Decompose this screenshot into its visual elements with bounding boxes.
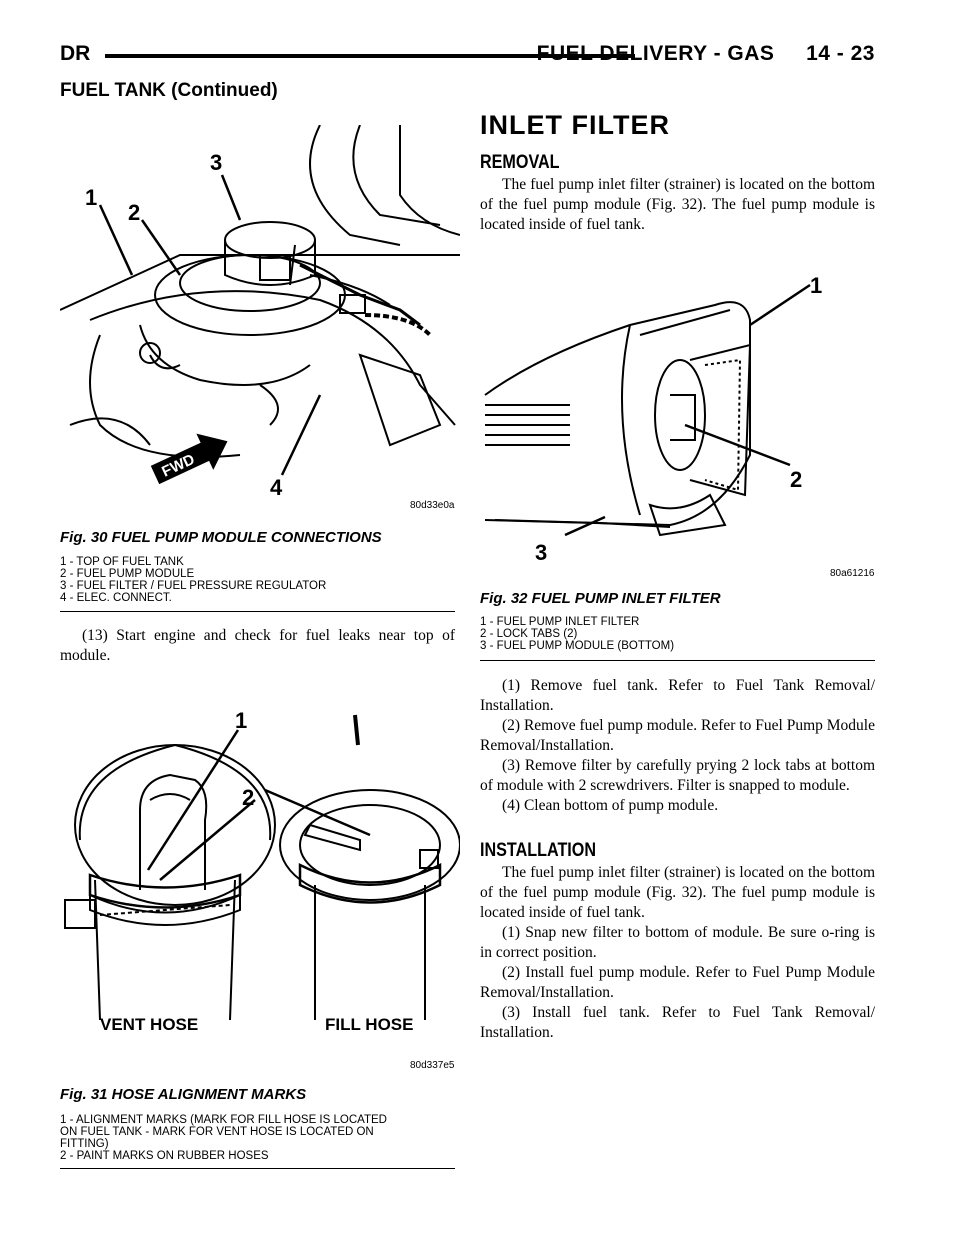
fig31-legend-item: 1 - ALIGNMENT MARKS (MARK FOR FILL HOSE IS LOCATED bbox=[60, 1114, 387, 1126]
fuel-pump-module-drawing bbox=[60, 125, 460, 510]
fig31-legend-item: ON FUEL TANK - MARK FOR VENT HOSE IS LOCATED ON bbox=[60, 1126, 374, 1138]
install-step-2: (2) Install fuel pump module. Refer to Fuel Pump Module Removal/Installation. bbox=[480, 964, 875, 1001]
fig30-legend-item: 4 - ELEC. CONNECT. bbox=[60, 592, 172, 604]
fig30-callout-3: 3 bbox=[210, 150, 223, 175]
fig31-title: Fig. 31 HOSE ALIGNMENT MARKS bbox=[60, 1086, 307, 1103]
header-section-page: FUEL DELIVERY - GAS 14 - 23 bbox=[536, 42, 875, 65]
fig30-callout-4: 4 bbox=[270, 475, 283, 500]
fig30-legend bbox=[60, 556, 326, 604]
figure-32-illustration bbox=[480, 265, 875, 585]
fig31-legend bbox=[60, 1114, 387, 1162]
fig30-title: Fig. 30 FUEL PUMP MODULE CONNECTIONS bbox=[60, 529, 382, 546]
fig31-caption-rule bbox=[60, 1168, 455, 1169]
fig30-caption-rule bbox=[60, 611, 455, 612]
fig32-legend-item: 2 - LOCK TABS (2) bbox=[480, 628, 578, 640]
fill-hose-label: FILL HOSE bbox=[325, 1015, 414, 1034]
hose-alignment-drawing bbox=[60, 700, 460, 1045]
fig32-legend-item: 3 - FUEL PUMP MODULE (BOTTOM) bbox=[480, 640, 675, 652]
fig32-title: Fig. 32 FUEL PUMP INLET FILTER bbox=[480, 590, 721, 607]
fig31-legend-item: FITTING) bbox=[60, 1138, 109, 1150]
installation-heading: INSTALLATION bbox=[480, 840, 597, 861]
fig31-callout-1: 1 bbox=[235, 708, 248, 733]
removal-step-3: (3) Remove filter by carefully prying 2 lock tabs at bottom of module with 2 screwdrivers. Filter is snapped to module. bbox=[480, 757, 875, 794]
fig32-legend-item: 1 - FUEL PUMP INLET FILTER bbox=[480, 616, 640, 628]
vent-hose-label: VENT HOSE bbox=[100, 1015, 199, 1034]
installation-block bbox=[480, 863, 875, 1043]
inlet-filter-heading: INLET FILTER bbox=[480, 110, 670, 140]
fig31-callout-2: 2 bbox=[242, 785, 255, 810]
fwd-arrow-icon bbox=[147, 423, 236, 493]
page-header bbox=[60, 42, 875, 70]
fig31-legend-item: 2 - PAINT MARKS ON RUBBER HOSES bbox=[60, 1150, 269, 1162]
fig32-caption-rule bbox=[480, 660, 875, 661]
fig30-callout-1: 1 bbox=[85, 185, 98, 210]
fig30-legend-item: 1 - TOP OF FUEL TANK bbox=[60, 556, 184, 568]
fig32-callout-1: 1 bbox=[810, 273, 823, 298]
removal-intro: The fuel pump inlet filter (strainer) is located on the bottom of the fuel pump module (Fig. 32). The fuel pump module is located inside of fuel tank. bbox=[480, 176, 875, 233]
figure-30-illustration bbox=[60, 125, 460, 510]
removal-heading: REMOVAL bbox=[480, 152, 560, 173]
fig30-legend-item: 3 - FUEL FILTER / FUEL PRESSURE REGULATOR bbox=[60, 580, 327, 592]
header-manual-code: DR bbox=[60, 42, 91, 65]
removal-intro-block bbox=[480, 175, 875, 235]
removal-steps-block bbox=[480, 676, 875, 816]
fig32-image-id: 80a61216 bbox=[830, 568, 875, 579]
figure-31-illustration bbox=[60, 700, 460, 1045]
removal-step-4: (4) Clean bottom of pump module. bbox=[502, 797, 719, 814]
fig30-legend-item: 2 - FUEL PUMP MODULE bbox=[60, 568, 195, 580]
fig32-legend bbox=[480, 616, 674, 652]
fwd-label: FWD bbox=[159, 450, 198, 481]
fig30-callout-2: 2 bbox=[128, 200, 141, 225]
install-step-1: (1) Snap new filter to bottom of module. Be sure o-ring is in correct position. bbox=[480, 924, 875, 961]
inlet-filter-drawing bbox=[480, 265, 875, 585]
step-13: (13) Start engine and check for fuel leaks near top of module. bbox=[60, 627, 455, 664]
fig32-callout-3: 3 bbox=[535, 540, 548, 565]
section-continued-title: FUEL TANK (Continued) bbox=[60, 80, 278, 101]
install-intro: The fuel pump inlet filter (strainer) is located on the bottom of the fuel pump module (Fig. 32). The fuel pump module is located inside of fuel tank. bbox=[480, 864, 875, 921]
step-13-text bbox=[60, 626, 455, 666]
fig31-image-id: 80d337e5 bbox=[410, 1060, 455, 1071]
install-step-3: (3) Install fuel tank. Refer to Fuel Tank Removal/ Installation. bbox=[480, 1004, 875, 1041]
removal-step-1: (1) Remove fuel tank. Refer to Fuel Tank Removal/ Installation. bbox=[480, 677, 875, 714]
fig32-callout-2: 2 bbox=[790, 467, 803, 492]
removal-step-2: (2) Remove fuel pump module. Refer to Fuel Pump Module Removal/Installation. bbox=[480, 717, 875, 754]
fig30-image-id: 80d33e0a bbox=[410, 500, 455, 511]
